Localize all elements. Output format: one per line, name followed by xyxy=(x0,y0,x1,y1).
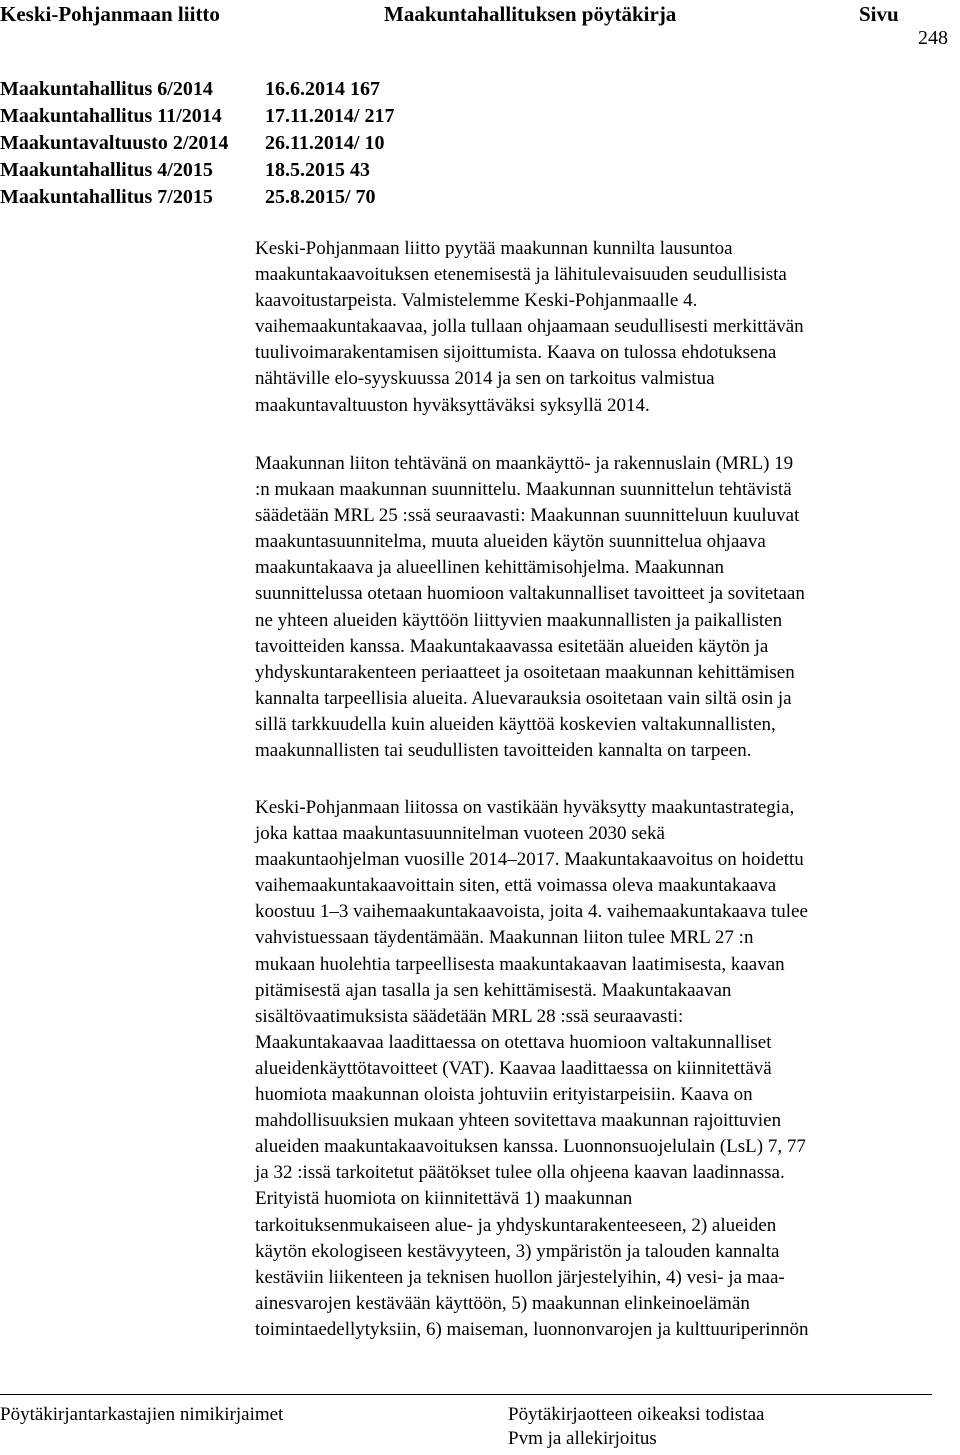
reference-name: Maakuntavaltuusto 2/2014 xyxy=(0,132,229,154)
reference-date: 18.5.2015 43 xyxy=(265,159,370,181)
body-paragraph: Keski-Pohjanmaan liitossa on vastikään hyväksytty maakuntastrategia, joka kattaa maakuntasuunnitelman vuoteen 2030 sekä maakuntaohjelman vuosille 2014–2017. Maakuntakaavoitus on hoidettu vaihemaakuntakaavoittain siten, että voimassa oleva maakuntakaava koostuu 1–3 vaihemaakuntakaavoista, joita 4. vaihemaakuntakaava tulee vahvistuessaan täydentämään. Maakunnan liiton tulee MRL 27 :n mukaan huolehtia tarpeellisesta maakuntakaavan laatimisesta, kaavan pitämisestä ajan tasalla ja sen kehittämisestä. Maakuntakaavan sisältövaatimuksista säädetään MRL 28 :ssä seuraavasti: Maakuntakaavaa laadittaessa on otettava huomioon valtakunnalliset alueidenkäyttötavoitteet (VAT). Kaavaa laadittaessa on kiinnitettävä huomiota maakunnan oloista johtuviin erityistarpeisiin. Kaava on mahdollisuuksien mukaan yhteen sovitettava maakunnan rajoittuvien alueiden maakuntakaavoituksen kanssa. Luonnonsuojelulain (LsL) 7, 77 ja 32 :issä tarkoitetut päätökset tulee olla ohjeena kaavan laadinnassa. Erityistä huomiota on kiinnitettävä 1) maakunnan tarkoituksenmukaiseen alue- ja yhdyskuntarakenteeseen, 2) alueiden käytön ekologiseen kestävyyteen, 3) ympäristön ja talouden kannalta kestäviin liikenteen ja teknisen huollon järjestelyihin, 4) vesi- ja maa- ainesvarojen kestävään käyttöön, 5) maakunnan elinkeinoelämän toimintaedellytyksiin, 6) maiseman, luonnonvarojen ja kulttuuriperinnön xyxy=(255,797,809,1340)
header-page-label: Sivu xyxy=(859,2,899,26)
reference-row xyxy=(0,157,700,184)
footer-date-signature-label: Pvm ja allekirjoitus xyxy=(508,1428,657,1449)
reference-row xyxy=(0,184,700,211)
reference-row xyxy=(0,130,700,157)
header-organization: Keski-Pohjanmaan liitto xyxy=(0,2,220,26)
body-paragraph: Keski-Pohjanmaan liitto pyytää maakunnan kunnilta lausuntoa maakuntakaavoituksen etenemisestä ja lähitulevaisuuden seudullisista kaavoitustarpeista. Valmistelemme Keski-Pohjanmaalle 4. vaihemaakuntakaavaa, jolla tullaan ohjaamaan seudullisesti merkittävän tuulivoimarakentamisen sijoittumista. Kaava on tulossa ehdotuksena nähtäville elo-syyskuussa 2014 ja sen on tarkoitus valmistua maakuntavaltuuston hyväksyttäväksi syksyllä 2014. xyxy=(255,238,804,416)
footer-divider xyxy=(0,1394,932,1395)
footer-certification-label: Pöytäkirjaotteen oikeaksi todistaa xyxy=(508,1404,765,1425)
page-number: 248 xyxy=(918,27,948,49)
reference-name: Maakuntahallitus 11/2014 xyxy=(0,105,222,127)
header-document-type: Maakuntahallituksen pöytäkirja xyxy=(384,2,677,26)
reference-date: 25.8.2015/ 70 xyxy=(265,186,376,208)
reference-name: Maakuntahallitus 4/2015 xyxy=(0,159,213,181)
reference-date: 16.6.2014 167 xyxy=(265,78,380,100)
reference-date: 17.11.2014/ 217 xyxy=(265,105,395,127)
reference-name: Maakuntahallitus 6/2014 xyxy=(0,78,213,100)
footer-initials-label: Pöytäkirjantarkastajien nimikirjaimet xyxy=(0,1404,284,1425)
reference-name: Maakuntahallitus 7/2015 xyxy=(0,186,213,208)
reference-row xyxy=(0,76,700,103)
reference-list xyxy=(0,76,700,211)
reference-row xyxy=(0,103,700,130)
reference-date: 26.11.2014/ 10 xyxy=(265,132,385,154)
body-paragraph: Maakunnan liiton tehtävänä on maankäyttö- ja rakennuslain (MRL) 19 :n mukaan maakunnan suunnittelu. Maakunnan suunnittelun tehtävistä säädetään MRL 25 :ssä seuraavasti: Maakunnan suunnitteluun kuuluvat maakuntasuunnitelma, muuta alueiden käytön suunnittelua ohjaava maakuntakaava ja alueellinen kehittämisohjelma. Maakunnan suunnittelussa otetaan huomioon valtakunnalliset tavoitteet ja sovitetaan ne yhteen alueiden käyttöön liittyvien maakunnallisten ja paikallisten tavoitteiden kanssa. Maakuntakaavassa esitetään alueiden käytön ja yhdyskuntarakenteen periaatteet ja osoitetaan maakunnan kehittämisen kannalta tarpeellisia alueita. Aluevarauksia osoitetaan vain siltä osin ja sillä tarkkuudella kuin alueiden käyttöä koskevien valtakunnallisten, maakunnallisten tai seudullisten tavoitteiden kannalta on tarpeen. xyxy=(255,453,805,762)
